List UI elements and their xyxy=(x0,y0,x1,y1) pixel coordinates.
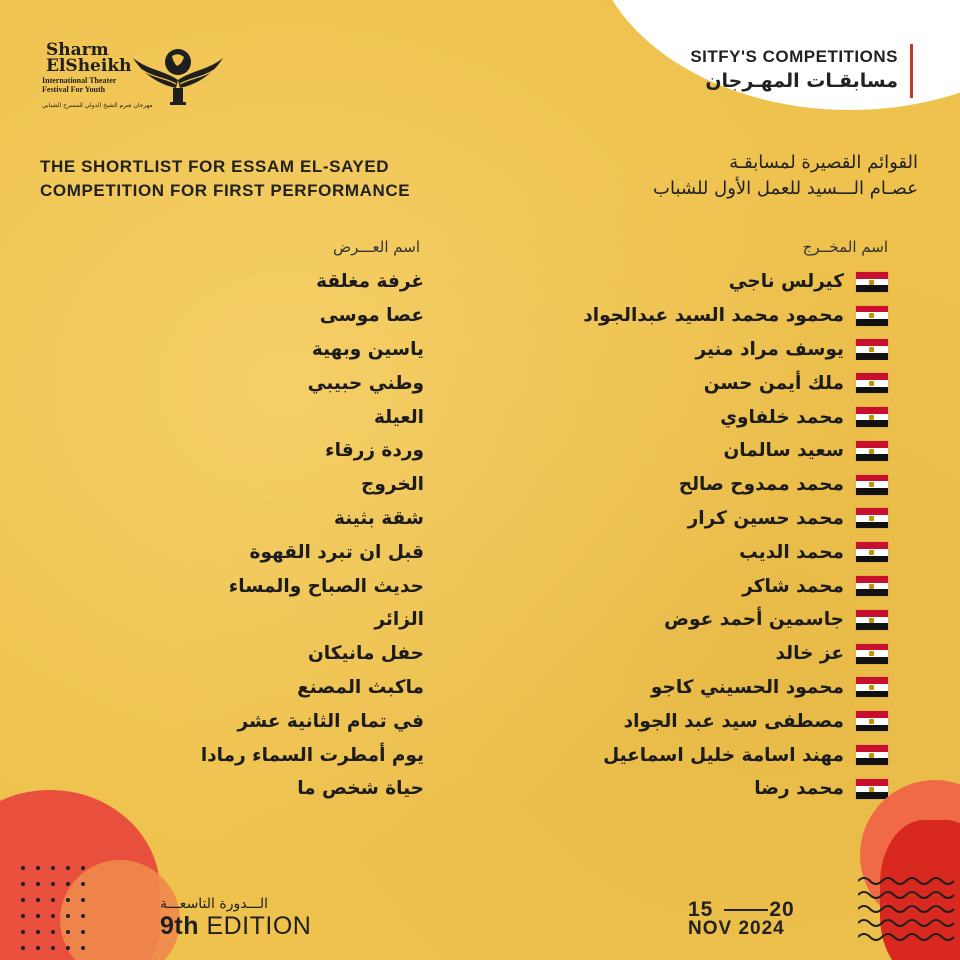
show-item: الخروج xyxy=(361,474,424,496)
show-item: حفل مانيكان xyxy=(308,643,424,665)
director-item xyxy=(583,400,888,434)
egypt-flag-icon xyxy=(856,306,888,326)
director-name: محمود الحسيني كاجو xyxy=(650,676,844,698)
date-month-year: NOV 2024 xyxy=(688,918,785,939)
show-item: في تمام الثانية عشر xyxy=(237,710,424,732)
director-item xyxy=(583,671,888,705)
director-item xyxy=(583,738,888,772)
egypt-flag-icon xyxy=(856,745,888,765)
logo-line2: Festival For Youth xyxy=(42,85,106,94)
show-item: يوم أمطرت السماء رمادا xyxy=(200,744,424,766)
logo-line1: International Theater xyxy=(42,76,117,85)
accent-divider xyxy=(910,44,913,98)
director-item xyxy=(583,569,888,603)
egypt-flag-icon xyxy=(856,475,888,495)
dot-grid-icon xyxy=(18,860,98,960)
director-name: مهند اسامة خليل اسماعيل xyxy=(603,744,844,766)
director-item xyxy=(583,535,888,569)
egypt-flag-icon xyxy=(856,272,888,292)
director-item xyxy=(583,333,888,367)
egypt-flag-icon xyxy=(856,542,888,562)
egypt-flag-icon xyxy=(856,508,888,528)
show-item: الزائر xyxy=(374,609,424,631)
director-name: محمد رضا xyxy=(754,778,844,800)
director-item xyxy=(583,637,888,671)
show-item: عصا موسى xyxy=(319,305,424,327)
show-item: العيلة xyxy=(373,406,424,428)
egypt-flag-icon xyxy=(856,407,888,427)
director-name: يوسف مراد منير xyxy=(695,338,844,360)
competitions-title-ar: مسابقـات المهـرجان xyxy=(705,70,898,92)
director-name: محمد حسين كرار xyxy=(687,507,844,529)
egypt-flag-icon xyxy=(856,610,888,630)
logo-name: Sharm ElSheikh xyxy=(46,40,132,76)
shows-list xyxy=(201,265,424,806)
wave-lines-icon xyxy=(858,875,960,955)
director-name: جاسمين أحمد عوض xyxy=(664,609,844,631)
egypt-flag-icon xyxy=(856,339,888,359)
date-from: 15 xyxy=(688,898,714,921)
director-name: محمود محمد السيد عبدالجواد xyxy=(583,305,844,327)
competitions-title-en: SITFY'S COMPETITIONS xyxy=(690,47,898,66)
director-name: كيرلس ناجي xyxy=(728,271,844,293)
director-name: ملك أيمن حسن xyxy=(703,372,844,394)
logo-arabic: مهرجان شرم الشيخ الدولي للمسرح الشبابي xyxy=(42,102,153,109)
director-item xyxy=(583,366,888,400)
director-name: محمد الديب xyxy=(739,541,844,563)
director-name: محمد شاكر xyxy=(742,575,844,597)
director-column-header: اسم المخــرج xyxy=(802,238,888,256)
date-dash xyxy=(724,909,768,911)
egypt-flag-icon xyxy=(856,644,888,664)
show-item: ماكبث المصنع xyxy=(297,676,424,698)
show-item: وردة زرقاء xyxy=(325,440,424,462)
title-ar-line1: القوائم القصيرة لمسابقـة xyxy=(729,152,918,173)
directors-list xyxy=(583,265,888,806)
egypt-flag-icon xyxy=(856,576,888,596)
show-item: حياة شخص ما xyxy=(297,778,424,800)
director-name: محمد خلفاوي xyxy=(720,406,844,428)
date-to: 20 xyxy=(769,898,795,921)
director-item xyxy=(583,502,888,536)
director-name: عز خالد xyxy=(775,643,844,665)
director-item xyxy=(583,265,888,299)
winged-globe-icon xyxy=(128,40,228,110)
egypt-flag-icon xyxy=(856,677,888,697)
title-en-line1: THE SHORTLIST FOR ESSAM EL-SAYED xyxy=(40,157,390,176)
festival-logo xyxy=(40,40,240,120)
director-name: مصطفى سيد عبد الجواد xyxy=(623,710,844,732)
title-ar-line2: عصـام الـــسيد للعمل الأول للشباب xyxy=(653,178,918,199)
director-item xyxy=(583,704,888,738)
egypt-flag-icon xyxy=(856,441,888,461)
show-item: حديث الصباح والمساء xyxy=(228,575,424,597)
director-item xyxy=(583,603,888,637)
edition-number: 9th xyxy=(160,912,199,940)
edition-word: EDITION xyxy=(206,912,312,940)
director-item xyxy=(583,772,888,806)
title-en-line2: COMPETITION FOR FIRST PERFORMANCE xyxy=(40,181,411,200)
director-name: محمد ممدوح صالح xyxy=(678,474,844,496)
edition-label-ar: الـــدورة التاسعـــة xyxy=(160,896,269,912)
director-item xyxy=(583,299,888,333)
show-column-header: اسم العـــرض xyxy=(332,238,420,256)
director-item xyxy=(583,434,888,468)
show-item: وطني حبيبي xyxy=(307,372,424,394)
director-item xyxy=(583,468,888,502)
show-item: غرفة مغلقة xyxy=(316,271,424,293)
edition-label-en xyxy=(160,912,311,941)
director-name: سعيد سالمان xyxy=(723,440,844,462)
shortlist-title-ar xyxy=(653,150,918,202)
egypt-flag-icon xyxy=(856,711,888,731)
egypt-flag-icon xyxy=(856,779,888,799)
show-item: شقة بثينة xyxy=(334,507,424,529)
show-item: ياسين وبهية xyxy=(311,338,424,360)
egypt-flag-icon xyxy=(856,373,888,393)
shortlist-title-en xyxy=(40,155,410,203)
show-item: قبل ان تبرد القهوة xyxy=(249,541,424,563)
